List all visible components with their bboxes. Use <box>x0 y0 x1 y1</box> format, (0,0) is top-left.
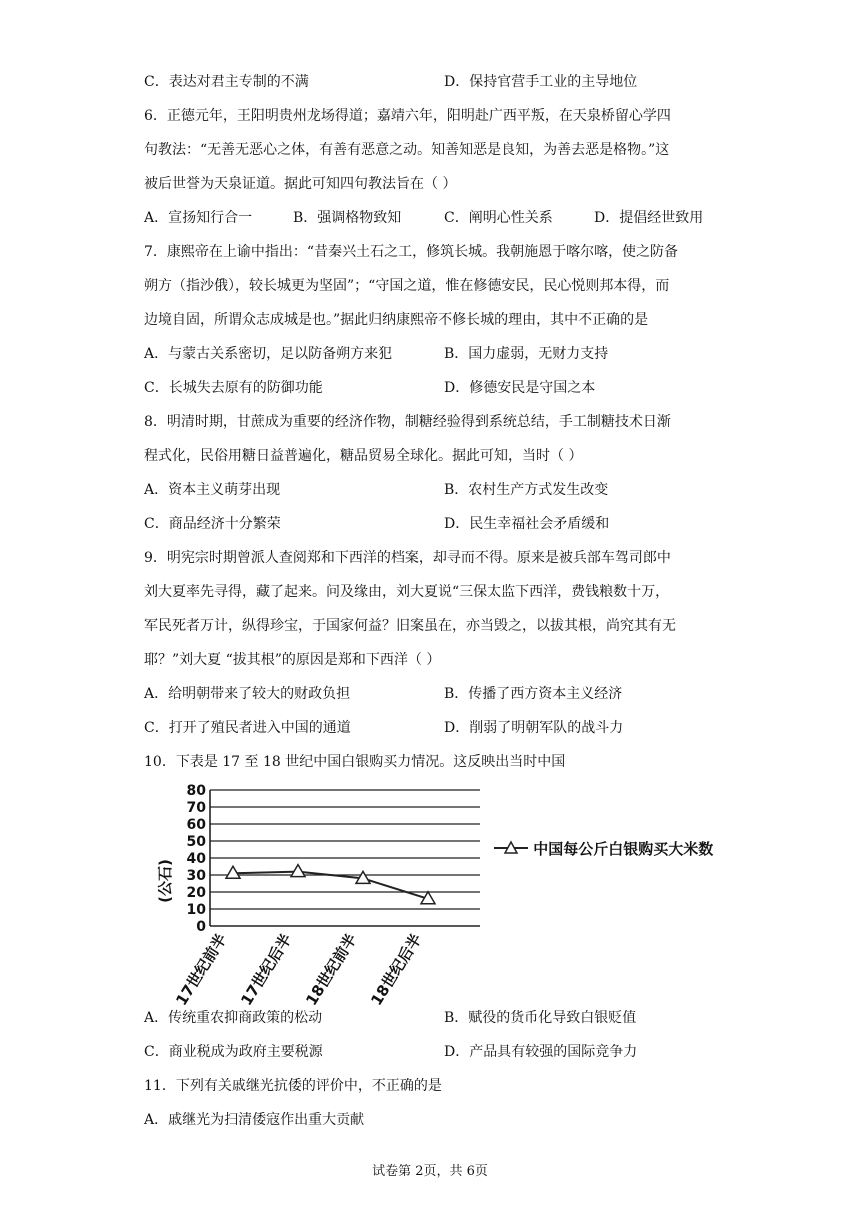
chart-x-tick-label: 18世纪后半 <box>367 930 426 1009</box>
q6-option-d: D．提倡经世致用 <box>594 210 704 226</box>
q9-option-d: D．削弱了明朝军队的战斗力 <box>444 720 624 736</box>
q8-option-a: A．资本主义萌芽出现 <box>144 482 281 498</box>
chart-y-tick-label: 0 <box>196 919 206 935</box>
chart-y-tick-label: 50 <box>186 834 206 850</box>
page-footer: 试卷第 2页，共 6页 <box>372 1164 488 1179</box>
q10-option-a: A．传统重农抑商政策的松动 <box>144 1010 323 1026</box>
q8-option-b: B．农村生产方式发生改变 <box>444 482 609 498</box>
q6-option-c: C．阐明心性关系 <box>444 210 553 226</box>
silver-purchasing-power-chart <box>156 778 498 1009</box>
q6-stem-line2: 句教法：“无善无恶心之体，有善有恶意之动。知善知恶是良知，为善去恶是格物。”这 <box>144 142 670 158</box>
chart-gridlines <box>210 790 480 926</box>
q7-stem-line3: 边境自固，所谓众志成城是也。”据此归纳康熙帝不修长城的理由，其中不正确的是 <box>144 312 649 328</box>
q9-stem-line2: 刘大夏率先寻得，藏了起来。问及缘由，刘大夏说“三保太监下西洋，费钱粮数十万， <box>144 584 670 600</box>
q8-stem-line2: 程式化，民俗用糖日益普遍化，糖品贸易全球化。据此可知，当时（ ） <box>144 448 583 464</box>
q9-option-a: A．给明朝带来了较大的财政负担 <box>144 686 351 702</box>
chart-y-tick-label: 70 <box>186 800 206 816</box>
q8-option-d: D．民生幸福社会矛盾缓和 <box>444 516 610 532</box>
chart-y-axis-label: (公石) <box>156 859 174 903</box>
q9-stem-line4: 耶？”刘大夏 “拔其根”的原因是郑和下西洋（ ） <box>144 652 441 668</box>
q8-stem-line1: 8．明清时期，甘蔗成为重要的经济作物，制糖经验得到系统总结，手工制糖技术日渐 <box>144 414 671 430</box>
q7-option-b: B．国力虚弱，无财力支持 <box>444 346 609 362</box>
q11-option-a: A．戚继光为扫清倭寇作出重大贡献 <box>144 1112 365 1128</box>
q9-stem-line1: 9．明宪宗时期曾派人查阅郑和下西洋的档案，却寻而不得。原来是被兵部车驾司郎中 <box>144 550 671 566</box>
chart-y-tick-label: 20 <box>186 885 206 901</box>
q9-option-c: C．打开了殖民者进入中国的通道 <box>144 720 351 736</box>
chart-legend <box>494 838 713 859</box>
q7-stem-line2: 朔方（指沙俄），较长城更为坚固”；“守国之道，惟在修德安民，民心悦则邦本得，而 <box>144 278 670 294</box>
q6-stem-line1: 6．正德元年，王阳明贵州龙场得道；嘉靖六年，阳明赴广西平叛，在天泉桥留心学四 <box>144 108 671 124</box>
chart-series <box>226 865 435 904</box>
chart-x-tick-label: 18世纪前半 <box>302 930 361 1009</box>
q5-option-c: C．表达对君主专制的不满 <box>144 74 309 90</box>
chart-y-tick-label: 10 <box>186 902 206 918</box>
chart-x-tick-label: 17世纪后半 <box>237 930 296 1009</box>
q7-option-c: C．长城失去原有的防御功能 <box>144 380 323 396</box>
q6-option-a: A．宣扬知行合一 <box>144 210 253 226</box>
chart-y-ticks <box>187 783 207 935</box>
legend-line-triangle-icon <box>494 840 528 856</box>
chart-point <box>291 865 305 877</box>
q9-option-b: B．传播了西方资本主义经济 <box>444 686 623 702</box>
legend-series-name: 中国每公斤白银购买大米数 <box>533 840 714 858</box>
chart-y-tick-label: 80 <box>186 783 206 799</box>
q8-option-c: C．商品经济十分繁荣 <box>144 516 281 532</box>
q10-option-c: C．商业税成为政府主要税源 <box>144 1044 323 1060</box>
chart-x-ticks <box>172 931 425 1009</box>
chart-y-tick-label: 40 <box>186 851 206 867</box>
chart-x-tick-label: 17世纪前半 <box>172 930 231 1009</box>
q11-stem-line1: 11．下列有关戚继光抗倭的评价中，不正确的是 <box>144 1078 442 1094</box>
chart-y-tick-label: 60 <box>186 817 206 833</box>
q7-option-d: D．修德安民是守国之本 <box>444 380 596 396</box>
q10-option-d: D．产品具有较强的国际竞争力 <box>444 1044 638 1060</box>
q10-option-b: B．赋役的货币化导致白银贬值 <box>444 1010 637 1026</box>
q6-option-b: B．强调格物致知 <box>293 210 402 226</box>
q9-stem-line3: 军民死者万计，纵得珍宝，于国家何益？旧案虽在，亦当毁之，以拔其根，尚究其有无 <box>144 618 676 634</box>
q7-option-a: A．与蒙古关系密切，足以防备朔方来犯 <box>144 346 393 362</box>
chart-series-line <box>233 872 428 899</box>
q7-stem-line1: 7．康熙帝在上谕中指出：“昔秦兴土石之工，修筑长城。我朝施恩于喀尔喀，使之防备 <box>144 244 679 260</box>
chart-y-tick-label: 30 <box>186 868 206 884</box>
q10-stem-line1: 10．下表是 17 至 18 世纪中国白银购买力情况。这反映出当时中国 <box>144 754 566 770</box>
q6-stem-line3: 被后世誉为天泉证道。据此可知四句教法旨在（ ） <box>144 176 457 192</box>
q5-option-d: D．保持官营手工业的主导地位 <box>444 74 638 90</box>
